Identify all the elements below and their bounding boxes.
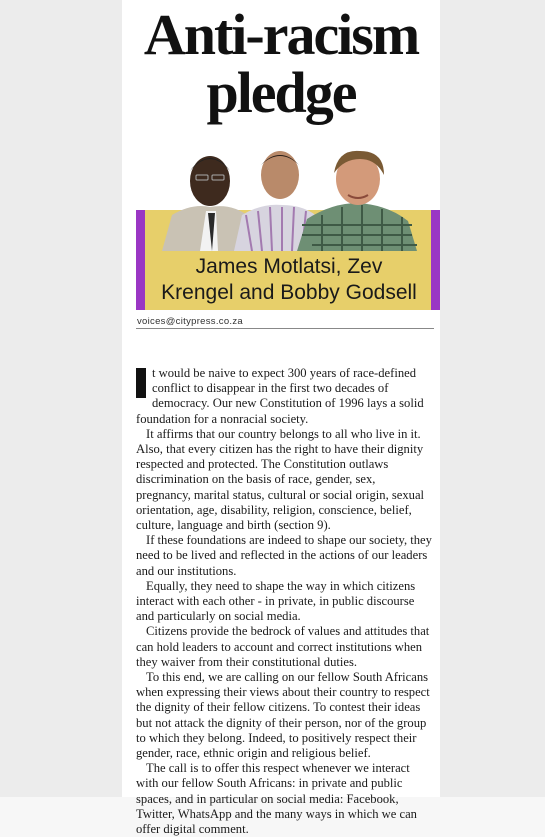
- paragraph-4: Equally, they need to shape the way in which citizens interact with each other - in private, in public discourse and particularly on social media.: [136, 578, 416, 624]
- newspaper-column: [122, 0, 440, 837]
- byline-line-1: James Motlatsi, Zev: [195, 255, 383, 278]
- author-byline: [148, 254, 430, 306]
- accent-bar-left: [136, 210, 145, 310]
- accent-bar-right: [431, 210, 440, 310]
- author-photos: [162, 145, 417, 251]
- byline-line-2: Krengel and Bobby Godsell: [161, 281, 417, 304]
- headline-line-2: pledge: [206, 60, 356, 125]
- page-margin-right: [440, 0, 545, 797]
- paragraph-2: It affirms that our country belongs to all who live in it. Also, that every citizen has the right to have their dignity respected and protected. The Constitution outlaws discrimination on the basis of race, gender, sex, pregnancy, marital status, cultural or social origin, sexual orientation, age, disability, religion, conscience, belief, culture, language and birth (section 9).: [136, 426, 425, 533]
- headline: [122, 2, 440, 125]
- paragraph-1: [136, 366, 432, 427]
- headline-line-1: Anti-racism: [143, 2, 419, 67]
- paragraph-3: If these foundations are indeed to shape our society, they need to be lived and reflected in the actions of our leaders and our institutions.: [136, 533, 432, 578]
- paragraph-6: To this end, we are calling on our fellow South Africans when expressing their views about their country to respect the dignity of their fellow citizens. To contest their ideas but not attack the dignity of their person, nor of the group to which they belong. Indeed, to positively respect their gender, race, ethnic origin and religious belief.: [136, 670, 430, 761]
- paragraph-5: Citizens provide the bedrock of values and attitudes that can hold leaders to account and correct institutions when they waiver from their constitutional duties.: [136, 624, 430, 669]
- paragraph-7: The call is to offer this respect whenever we interact with our fellow South Africans: in private and public spaces, and in particular on social media: Facebook, Twitter, WhatsApp and the many ways in which we can offer digital comment.: [136, 761, 417, 837]
- divider: [136, 328, 434, 329]
- article-body: [136, 366, 432, 837]
- contact-email: voices@citypress.co.za: [137, 316, 243, 327]
- page-margin-left: [0, 0, 122, 797]
- drop-cap: [136, 368, 146, 398]
- paragraph-1-text: t would be naive to expect 300 years of race-defined conflict to disappear in the first two decades of democracy. Our new Constitution of 1996 lays a solid foundation for a nonracial society.: [136, 366, 424, 426]
- author-photo-godsell: [297, 151, 417, 251]
